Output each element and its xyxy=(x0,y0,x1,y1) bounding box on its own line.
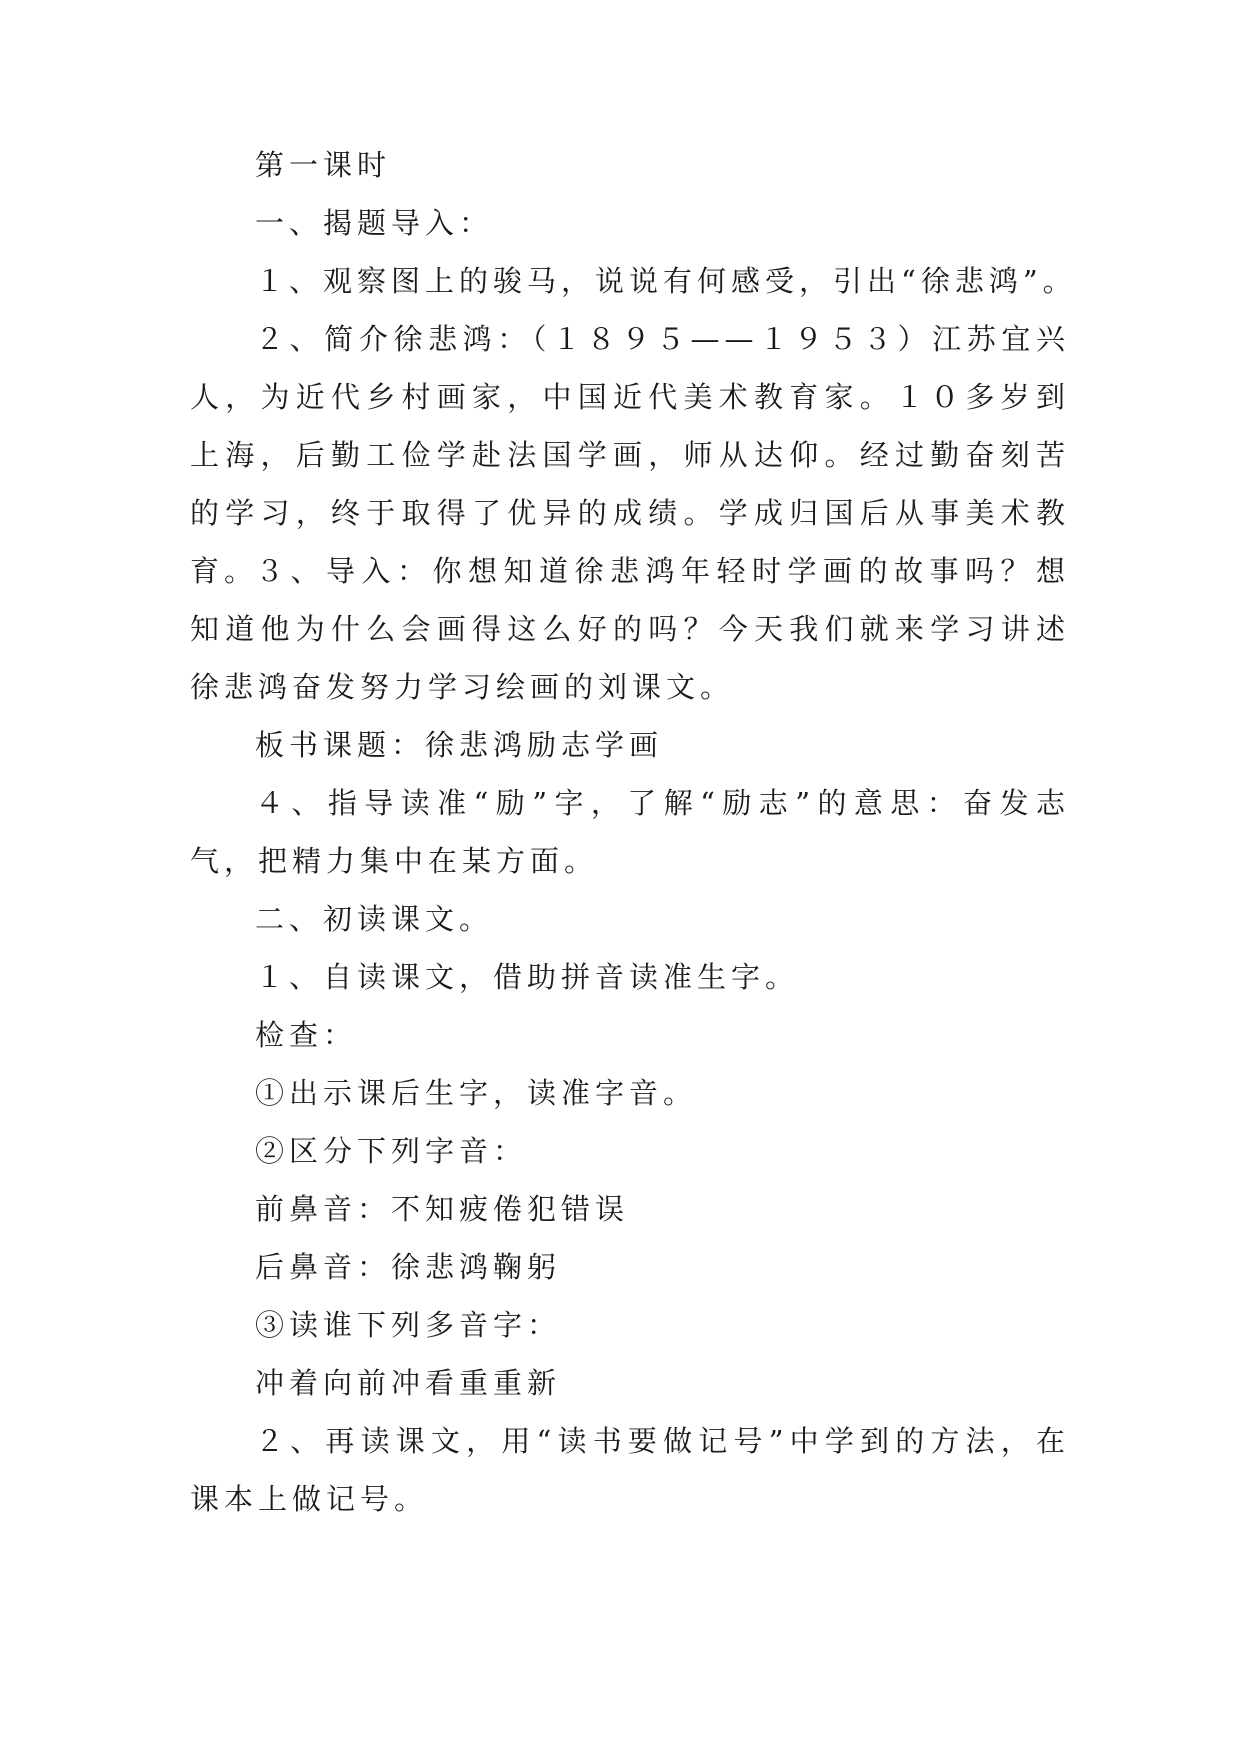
check-label: 检查： xyxy=(255,1018,358,1052)
check-item-3: ③读谁下列多音字： xyxy=(255,1308,562,1342)
front-nasal-line: 前鼻音：不知疲倦犯错误 xyxy=(255,1192,630,1226)
paragraph-reread: ２、再读课文，用“读书要做记号”中学到的方法，在课本上做记号。 xyxy=(190,1424,1070,1516)
paragraph-self-reading: １、自读课文，借助拼音读准生字。 xyxy=(255,960,800,994)
section-heading-intro: 一、揭题导入： xyxy=(255,206,494,240)
paragraph-lead-in: ３、导入：你想知道徐悲鸿年轻时学画的故事吗？想知道他为什么会画得这么好的吗？今天我们就来学习讲述徐悲鸿奋发努力学习绘画的刘课文。 xyxy=(190,554,1070,704)
section-heading-first-reading: 二、初读课文。 xyxy=(255,902,494,936)
paragraph-character-guide: ４、指导读准“励”字，了解“励志”的意思：奋发志气，把精力集中在某方面。 xyxy=(190,786,1070,878)
check-item-1: ①出示课后生字，读准字音。 xyxy=(255,1076,698,1110)
paragraph-observe: １、观察图上的骏马，说说有何感受，引出“徐悲鸿”。 xyxy=(255,264,1077,298)
board-title-line: 板书课题：徐悲鸿励志学画 xyxy=(255,728,664,762)
check-item-2: ②区分下列字音： xyxy=(255,1134,528,1168)
back-nasal-line: 后鼻音：徐悲鸿鞠躬 xyxy=(255,1250,562,1284)
lesson-period-heading: 第一课时 xyxy=(255,148,392,182)
polyphonic-words-line: 冲着向前冲看重重新 xyxy=(255,1366,562,1400)
paragraph-biography: ２、简介徐悲鸿：（１８９５——１９５３）江苏宜兴人，为近代乡村画家，中国近代美术教育家。１０多岁到上海，后勤工俭学赴法国学画，师从达仰。经过勤奋刻苦的学习，终于取得了优异的成绩。学成归国后从事美术教育。 xyxy=(190,322,1070,588)
